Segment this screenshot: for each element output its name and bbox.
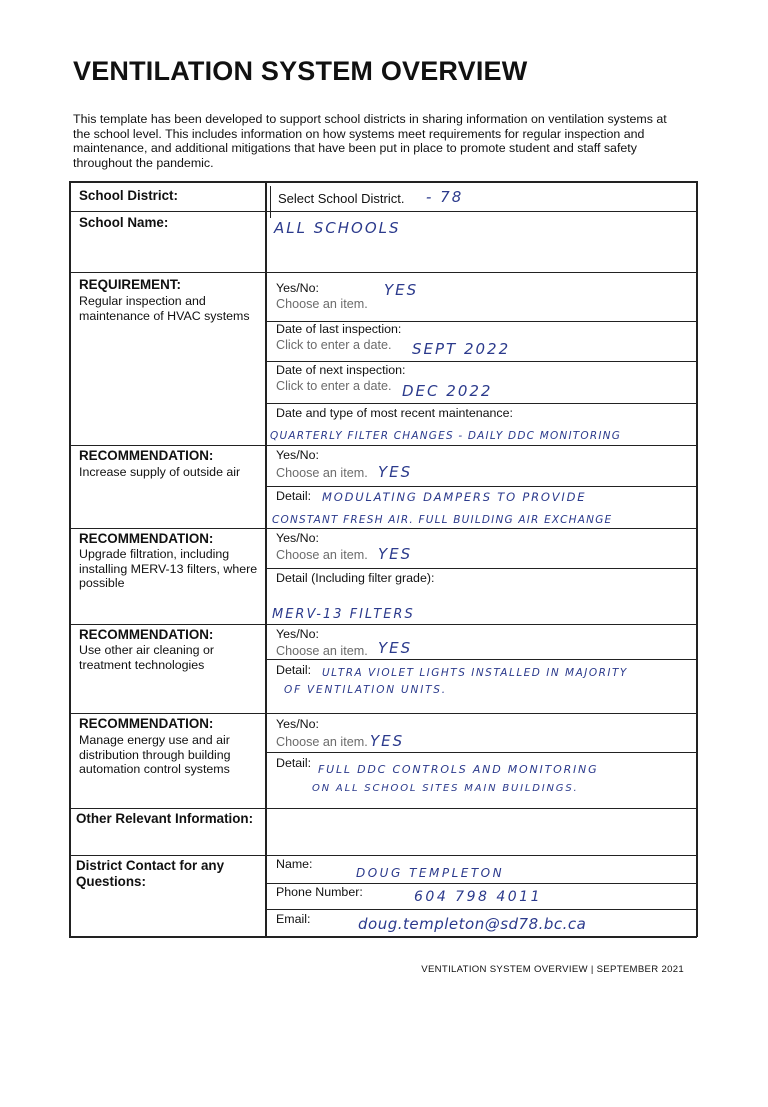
rec2-yesno-handwritten: YES: [378, 545, 413, 563]
contact-label: District Contact for any Questions:: [76, 858, 225, 889]
maintenance-label: Date and type of most recent maintenance:: [276, 406, 513, 420]
requirement-label: REQUIREMENT:: [79, 277, 181, 292]
rec3-detail-label: Detail:: [276, 663, 312, 677]
contact-email-handwritten: doug.templeton@sd78.bc.ca: [358, 915, 587, 933]
rec1-detail-handwritten-1: MODULATING DAMPERS TO PROVIDE: [322, 490, 587, 504]
rec3-yesno-label: Yes/No:: [276, 627, 319, 641]
rec2-yesno-label: Yes/No:: [276, 531, 319, 545]
rec4-label: RECOMMENDATION:: [79, 716, 214, 731]
rec1-label: RECOMMENDATION:: [79, 448, 214, 463]
requirement-yesno-label: Yes/No:: [276, 281, 319, 295]
page-footer: VENTILATION SYSTEM OVERVIEW | SEPTEMBER 2021: [421, 964, 684, 975]
last-inspection-date-field[interactable]: Click to enter a date.: [276, 338, 392, 352]
intro-text: This template has been developed to support school districts in sharing information on ventilation systems at the school level. This includes information on how systems meet requirements for regular inspection and maintenance, and additional mitigations that have been put in place to promote student and staff safety throughout the pandemic.: [73, 112, 667, 170]
rec4-detail-handwritten-1: FULL DDC CONTROLS AND MONITORING: [318, 763, 599, 776]
school-name-handwritten: ALL SCHOOLS: [274, 219, 401, 237]
school-district-handwritten: - 78: [426, 188, 464, 206]
contact-phone-handwritten: 604 798 4011: [414, 889, 542, 905]
rec1-detail-label: Detail:: [276, 489, 312, 503]
contact-phone-label: Phone Number:: [276, 885, 363, 899]
requirement-yesno-handwritten: YES: [384, 281, 419, 299]
rec1-yesno-label: Yes/No:: [276, 448, 319, 462]
rec3-label: RECOMMENDATION:: [79, 627, 214, 642]
last-inspection-handwritten: SEPT 2022: [412, 340, 511, 358]
rec2-yesno-dropdown[interactable]: Choose an item.: [276, 548, 368, 562]
rec4-yesno-dropdown[interactable]: Choose an item.: [276, 735, 368, 749]
requirement-desc: Regular inspection and maintenance of HVAC systems: [79, 294, 250, 323]
rec3-yesno-handwritten: YES: [378, 639, 413, 657]
contact-email-label: Email:: [276, 912, 311, 926]
last-inspection-label: Date of last inspection:: [276, 322, 402, 336]
rec4-yesno-handwritten: YES: [370, 732, 405, 750]
rec4-desc: Manage energy use and air distribution through building automation control systems: [79, 733, 231, 776]
rec4-detail-label: Detail:: [276, 756, 312, 770]
rec2-detail-label: Detail (Including filter grade):: [276, 571, 435, 585]
rec3-detail-handwritten-1: ULTRA VIOLET LIGHTS INSTALLED IN MAJORITY: [322, 667, 628, 679]
other-info-label: Other Relevant Information:: [76, 811, 254, 826]
rec4-yesno-label: Yes/No:: [276, 717, 319, 731]
rec1-desc: Increase supply of outside air: [79, 465, 241, 479]
rec3-detail-handwritten-2: OF VENTILATION UNITS.: [284, 684, 447, 696]
school-district-select[interactable]: Select School District.: [278, 191, 405, 206]
rec2-desc: Upgrade filtration, including installing MERV-13 filters, where possible: [79, 547, 258, 590]
rec1-detail-handwritten-2: CONSTANT FRESH AIR. FULL BUILDING AIR EXCHANGE: [272, 514, 613, 526]
page-title: VENTILATION SYSTEM OVERVIEW: [73, 56, 528, 86]
contact-name-handwritten: DOUG TEMPLETON: [356, 866, 505, 880]
next-inspection-handwritten: DEC 2022: [402, 382, 493, 400]
next-inspection-date-field[interactable]: Click to enter a date.: [276, 379, 392, 393]
rec1-yesno-handwritten: YES: [378, 463, 413, 481]
requirement-yesno-dropdown[interactable]: Choose an item.: [276, 297, 368, 311]
next-inspection-label: Date of next inspection:: [276, 363, 406, 377]
rec2-label: RECOMMENDATION:: [79, 531, 214, 546]
school-name-label: School Name:: [79, 215, 169, 230]
contact-name-label: Name:: [276, 857, 313, 871]
maintenance-handwritten: QUARTERLY FILTER CHANGES - DAILY DDC MONITORING: [270, 430, 622, 442]
rec3-yesno-dropdown[interactable]: Choose an item.: [276, 644, 368, 658]
rec2-detail-handwritten: MERV-13 FILTERS: [272, 607, 415, 622]
rec1-yesno-dropdown[interactable]: Choose an item.: [276, 466, 368, 480]
school-district-label: School District:: [79, 188, 178, 203]
rec4-detail-handwritten-2: ON ALL SCHOOL SITES MAIN BUILDINGS.: [312, 783, 579, 794]
rec3-desc: Use other air cleaning or treatment technologies: [79, 643, 214, 672]
